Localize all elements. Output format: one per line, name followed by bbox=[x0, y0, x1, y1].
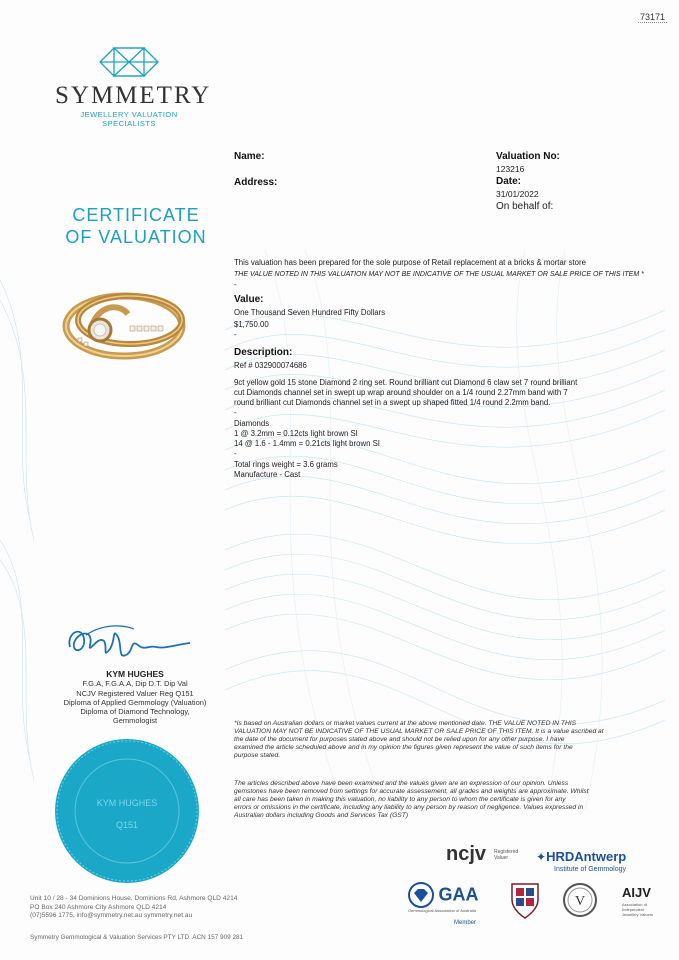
valuation-no-value: 123216 bbox=[496, 164, 525, 174]
appraiser-block bbox=[55, 670, 215, 726]
value-label: Value: bbox=[234, 294, 264, 305]
aijv-sub bbox=[622, 902, 653, 917]
svg-text:V: V bbox=[574, 894, 586, 909]
gaa-wordmark: GAA bbox=[438, 884, 479, 905]
appraiser-line2: NCJV Registered Valuer Reg Q151 bbox=[76, 688, 194, 698]
description-body-3: round brilliant cut Diamonds channel set in a swept up shaped fitted 1/4 round 2.2mm band. bbox=[234, 398, 551, 407]
disclaimer-2-line4: errors or omissions in the certificate, including any liability to any person by reason of negligence. Values expressed in bbox=[234, 803, 584, 811]
address-label: Address: bbox=[234, 177, 278, 188]
footer-contact-line: (07)5596 1775, info@symmetry.net.au symmetry.net.au bbox=[30, 912, 193, 920]
total-weight: Total rings weight = 3.6 grams bbox=[234, 460, 338, 469]
crest-logo-icon bbox=[508, 880, 542, 920]
certificate-title-line1: CERTIFICATE bbox=[72, 205, 200, 225]
name-label: Name: bbox=[234, 151, 265, 162]
disclaimer-2-line5: Australian dollars including Goods and Services Tax (GST) bbox=[234, 811, 409, 819]
left-wave-pattern bbox=[0, 240, 60, 800]
embossed-seal bbox=[52, 736, 202, 886]
ncjv-sub2: Valuer bbox=[494, 855, 509, 861]
diamond-line-1: 1 @ 3.2mm = 0.12cts light brown SI bbox=[234, 429, 358, 438]
ncjv-sub bbox=[494, 849, 518, 861]
ncjv-sub1: Registered bbox=[494, 849, 519, 855]
description-dash-1: - bbox=[234, 408, 237, 417]
description-dash-2: - bbox=[234, 449, 237, 458]
disclaimer-2-line1: The articles described above have been examined and the values given are an expression of our opinion. Unless bbox=[234, 780, 569, 787]
disclaimer-2-line2: gemstones have been removed from settings for accurate assessement, all grades and weights are approximate. Whilst bbox=[234, 787, 589, 795]
description-ref: Ref # 032900074686 bbox=[234, 361, 307, 370]
disclaimer-1-line2: VALUATION MAY NOT BE INDICATIVE OF THE USUAL MARKET OR SALE PRICE OF THIS ITEM. It is a value ascribed at bbox=[234, 727, 604, 735]
date-label: Date: bbox=[496, 176, 522, 187]
value-amount: $1,750.00 bbox=[234, 320, 269, 329]
disclaimer-1-line1: *Is based on Australian dollars or market values current at the above mentioned date. THE VALUE NOTED IN THIS bbox=[234, 720, 577, 727]
gaa-member: Member bbox=[454, 920, 477, 926]
description-body-2: cut Diamonds channel set in swept up wrap around shoulder on a 1/4 round 2.27mm band with 7 bbox=[234, 388, 568, 397]
description-label: Description: bbox=[234, 347, 293, 358]
hrd-star-icon: ✦ bbox=[536, 850, 547, 864]
purpose-warning: THE VALUE NOTED IN THIS VALUATION MAY NOT BE INDICATIVE OF THE USUAL MARKET OR SALE PRICE OF THIS ITEM * bbox=[234, 271, 644, 278]
disclaimer-para-2 bbox=[234, 780, 662, 820]
diamond-logo-icon bbox=[98, 46, 160, 78]
aijv-sub3: Jewellery Valuers bbox=[622, 912, 654, 917]
disclaimer-1-line5: purpose stated. bbox=[234, 751, 281, 759]
ncjv-logo bbox=[446, 843, 519, 866]
purpose-dash: - bbox=[234, 280, 237, 289]
diamonds-label: Diamonds bbox=[234, 419, 270, 428]
aijv-sub2: Independent bbox=[622, 907, 645, 912]
description-body-1: 9ct yellow gold 15 stone Diamond 2 ring set. Round brilliant cut Diamond 6 claw set 7 round brilliant bbox=[234, 378, 578, 387]
seal-reg: Q151 bbox=[115, 820, 139, 830]
on-behalf-label: On behalf of: bbox=[496, 201, 554, 212]
appraiser-line1: F.G.A, F.G.A.A, Dip D.T. Dip Val bbox=[82, 679, 188, 689]
seal-text: KYM HUGHES bbox=[96, 798, 158, 808]
ring-photo bbox=[58, 268, 190, 368]
disclaimer-para-1 bbox=[234, 720, 662, 760]
certificate-title bbox=[48, 204, 224, 248]
disclaimer-2-line3: all care has been taken in making this valuation, no liability to any person to whom the certificate is given for any bbox=[234, 795, 566, 803]
footer-address-line1: Unit 10 / 28 - 34 Dominions House, Dominions Rd, Ashmore QLD 4214 bbox=[30, 895, 238, 902]
hrd-logo bbox=[536, 848, 626, 873]
ncjv-wordmark: ncjv bbox=[446, 843, 487, 865]
brand-name: SYMMETRY bbox=[55, 82, 212, 109]
appraiser-line5: Gemmologist bbox=[112, 716, 158, 726]
footer-address bbox=[30, 895, 237, 921]
brand-tagline: JEWELLERY VALUATION SPECIALISTS bbox=[80, 110, 178, 128]
valuer-v-logo-icon bbox=[562, 882, 598, 918]
date-value: 31/01/2022 bbox=[496, 189, 539, 199]
gaa-sub: Gemmological Association of Australia bbox=[408, 908, 476, 913]
appraiser-line3: Diploma of Applied Gemmology (Valuation) bbox=[63, 697, 207, 707]
valuation-no-label: Valuation No: bbox=[496, 151, 560, 162]
hrd-wordmark: HRDAntwerp bbox=[546, 849, 627, 864]
value-words: One Thousand Seven Hundred Fifty Dollars bbox=[234, 308, 386, 317]
aijv-sub1: Association of bbox=[622, 902, 647, 907]
certificate-title-line2: OF VALUATION bbox=[65, 227, 207, 247]
footer-address-line2: PO Box 240 Ashmore City Ashmore QLD 4214 bbox=[30, 903, 167, 911]
footer-company: Symmetry Gemmological & Valuation Services PTY LTD. ACN 157 909 281 bbox=[30, 934, 244, 941]
manufacture: Manufacture - Cast bbox=[234, 470, 301, 479]
appraiser-name: KYM HUGHES bbox=[106, 669, 164, 679]
stamp-number: 73171 bbox=[639, 12, 665, 22]
diamond-line-2: 14 @ 1.6 - 1.4mm = 0.21cts light brown SI bbox=[234, 439, 380, 448]
purpose-line: This valuation has been prepared for the sole purpose of Retail replacement at a bricks & mortar store bbox=[234, 258, 586, 267]
disclaimer-1-line4: examined the article scheduled above and in my opinion the figures given represent the value of such items for the bbox=[234, 743, 573, 751]
signature-image bbox=[64, 615, 194, 665]
hrd-sub: Institute of Gemmology bbox=[554, 866, 626, 873]
appraiser-line4: Diploma of Diamond Technology, bbox=[80, 707, 190, 717]
disclaimer-1-line3: the date of the document for purposes stated above and should not be relied upon for any other purpose. I have bbox=[234, 735, 565, 743]
gaa-gem-icon bbox=[408, 882, 434, 908]
aijv-logo bbox=[622, 884, 653, 917]
aijv-wordmark: AIJV bbox=[622, 885, 651, 900]
gaa-logo bbox=[408, 882, 478, 926]
value-dash: - bbox=[234, 330, 237, 339]
